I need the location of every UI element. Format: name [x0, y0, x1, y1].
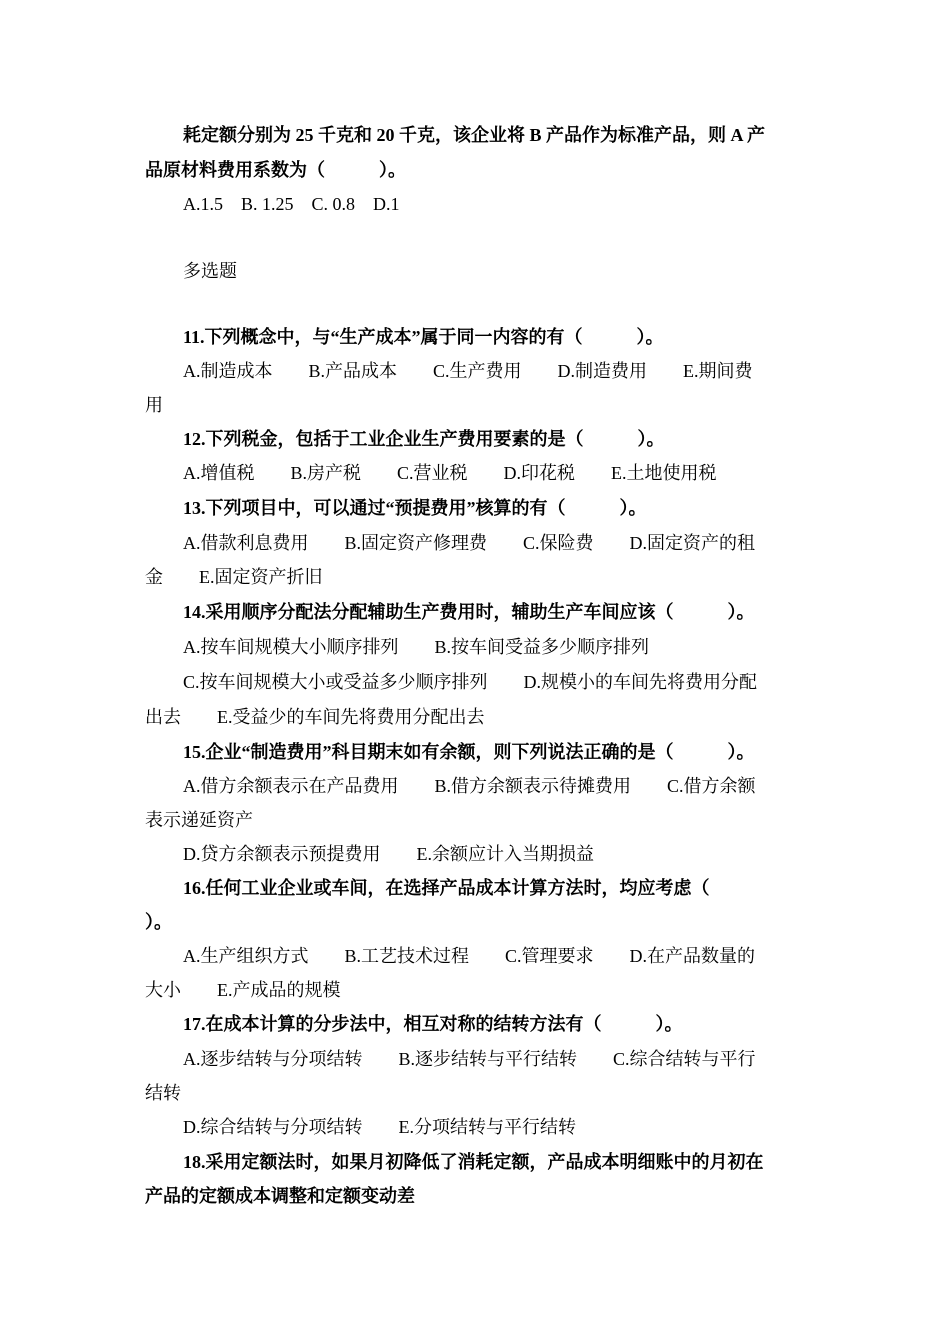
question-16-options-wrap: 大小 E.产成品的规模 — [145, 980, 341, 1000]
question-13-options-wrap: 金 E.固定资产折旧 — [145, 567, 323, 587]
question-13-stem: 13.下列项目中，可以通过“预提费用”核算的有（ ）。 — [183, 498, 647, 518]
question-15-options-2: D.贷方余额表示预提费用 E.余额应计入当期损益 — [183, 844, 594, 864]
question-11-options: A.制造成本 B.产品成本 C.生产费用 D.制造费用 E.期间费 — [183, 361, 753, 381]
question-11-options-wrap: 用 — [145, 395, 163, 415]
question-15-stem: 15.企业“制造费用”科目期末如有余额，则下列说法正确的是（ ）。 — [183, 742, 755, 762]
question-17-options-2: D.综合结转与分项结转 E.分项结转与平行结转 — [183, 1117, 576, 1137]
question-16-options: A.生产组织方式 B.工艺技术过程 C.管理要求 D.在产品数量的 — [183, 946, 756, 966]
question-18-stem: 18.采用定额法时，如果月初降低了消耗定额，产品成本明细账中的月初在 — [183, 1152, 764, 1172]
question-17-stem: 17.在成本计算的分步法中，相互对称的结转方法有（ ）。 — [183, 1014, 683, 1034]
question-17-options-1: A.逐步结转与分项结转 B.逐步结转与平行结转 C.综合结转与平行 — [183, 1049, 756, 1069]
intro-options: A.1.5 B. 1.25 C. 0.8 D.1 — [183, 194, 400, 214]
question-12-stem: 12.下列税金，包括于工业企业生产费用要素的是（ ）。 — [183, 429, 665, 449]
question-16-stem-wrap: ）。 — [145, 912, 172, 932]
question-17-options-wrap: 结转 — [145, 1083, 181, 1103]
intro-line-1: 耗定额分别为 25 千克和 20 千克，该企业将 B 产品作为标准产品，则 A 产 — [183, 125, 766, 145]
question-11-stem: 11.下列概念中，与“生产成本”属于同一内容的有（ ）。 — [183, 327, 664, 347]
section-title: 多选题 — [183, 261, 237, 281]
question-14-stem: 14.采用顺序分配法分配辅助生产费用时，辅助生产车间应该（ ）。 — [183, 602, 755, 622]
question-15-options-1: A.借方余额表示在产品费用 B.借方余额表示待摊费用 C.借方余额 — [183, 776, 756, 796]
question-14-options-1: A.按车间规模大小顺序排列 B.按车间受益多少顺序排列 — [183, 637, 650, 657]
question-13-options: A.借款利息费用 B.固定资产修理费 C.保险费 D.固定资产的租 — [183, 533, 756, 553]
question-14-options-wrap: 出去 E.受益少的车间先将费用分配出去 — [145, 707, 485, 727]
question-18-stem-wrap: 产品的定额成本调整和定额变动差 — [145, 1186, 415, 1206]
intro-line-2: 品原材料费用系数为（ ）。 — [145, 160, 406, 180]
question-12-options: A.增值税 B.房产税 C.营业税 D.印花税 E.土地使用税 — [183, 463, 717, 483]
question-15-options-wrap: 表示递延资产 — [145, 810, 253, 830]
question-14-options-2: C.按车间规模大小或受益多少顺序排列 D.规模小的车间先将费用分配 — [183, 672, 758, 692]
question-16-stem: 16.任何工业企业或车间，在选择产品成本计算方法时，均应考虑（ — [183, 878, 710, 898]
